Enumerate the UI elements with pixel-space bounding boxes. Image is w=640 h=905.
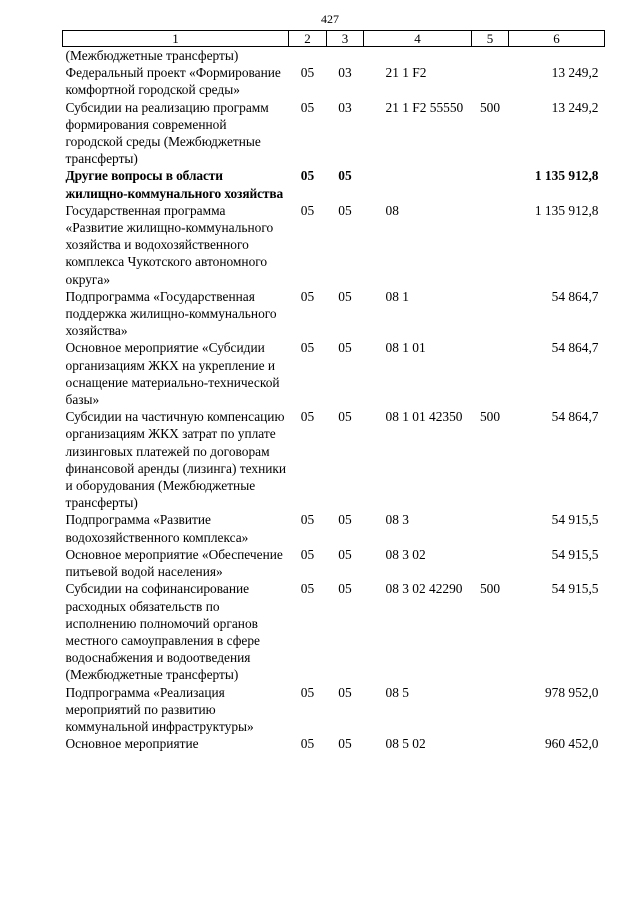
- row-name: Другие вопросы в области жилищно-коммунального хозяйства: [65, 168, 284, 201]
- row-subsection-code: 05: [338, 581, 352, 597]
- row-amount: 13 249,2: [551, 99, 599, 115]
- row-amount: 54 864,7: [551, 288, 599, 304]
- row-target-article: 08 1 01: [385, 340, 426, 356]
- row-name: Субсидии на частичную компенсацию организациям ЖКХ затрат по уплате лизинговых платежей по договорам финансовой аренды (лизинга) техники и оборудования (Межбюджетные трансферты): [65, 409, 287, 511]
- row-expense-type: [472, 546, 509, 580]
- row-target-article: 21 1 F2: [385, 65, 427, 81]
- table-row: [63, 47, 605, 65]
- row-amount: 54 915,5: [551, 512, 599, 528]
- row-target-article: 08 5: [385, 684, 409, 700]
- table-row: [63, 167, 605, 201]
- row-amount: 54 864,7: [551, 340, 599, 356]
- table-row: [63, 99, 605, 168]
- row-subsection-code: 05: [338, 340, 352, 356]
- row-name: Федеральный проект «Формирование комфортной городской среды»: [65, 65, 281, 98]
- column-header-expense-type: 5: [472, 31, 509, 47]
- row-amount: 1 135 912,8: [534, 168, 599, 184]
- row-expense-type: [472, 202, 509, 288]
- row-name: Субсидии на софинансирование расходных обязательств по исполнению полномочий органов местного самоуправления в сфере водоснабжения и водоотведения (Межбюджетные трансферты): [65, 581, 260, 683]
- row-name: Государственная программа «Развитие жилищно-коммунального хозяйства и водохозяйственного комплекса Чукотского автономного округа»: [65, 202, 274, 287]
- row-name: Основное мероприятие «Обеспечение питьевой водой населения»: [65, 546, 283, 580]
- row-subsection-code: 05: [338, 409, 352, 425]
- row-section-code: 05: [300, 99, 315, 115]
- row-amount: 978 952,0: [544, 684, 599, 700]
- row-amount: 13 249,2: [551, 65, 599, 81]
- table-header: [63, 31, 605, 47]
- budget-table: [62, 30, 605, 752]
- table-row: [63, 288, 605, 340]
- row-name: Субсидии на реализацию программ формирования современной городской среды (Межбюджетные трансферты): [65, 99, 269, 167]
- table-row: [63, 546, 605, 580]
- row-expense-type: [472, 684, 509, 736]
- row-target-article: 08 5 02: [385, 736, 426, 752]
- row-amount: 960 452,0: [544, 736, 599, 752]
- table-row: [63, 580, 605, 683]
- row-subsection-code: 05: [338, 684, 352, 700]
- table-body: [63, 47, 605, 753]
- row-section-code: 05: [300, 409, 315, 425]
- row-subsection-code: 03: [338, 65, 352, 81]
- row-subsection-code: [327, 47, 364, 65]
- row-target-article: 08 1: [385, 288, 409, 304]
- row-section-code: 05: [300, 288, 315, 304]
- row-name: Основное мероприятие: [65, 736, 199, 752]
- row-section-code: 05: [300, 65, 315, 81]
- row-target-article: 08 3 02: [385, 546, 426, 562]
- row-expense-type: [472, 64, 509, 98]
- table-row: [63, 64, 605, 98]
- table-row: [63, 339, 605, 408]
- row-target-article: 08: [385, 202, 399, 218]
- row-section-code: 05: [300, 340, 315, 356]
- row-section-code: 05: [300, 546, 315, 562]
- row-subsection-code: 05: [338, 168, 352, 184]
- header-row: [63, 31, 605, 47]
- row-expense-type: 500: [479, 409, 501, 425]
- row-section-code: 05: [300, 512, 315, 528]
- column-header-subsection: 3: [327, 31, 364, 47]
- row-expense-type: [472, 511, 509, 545]
- row-name: Подпрограмма «Государственная поддержка жилищно-коммунального хозяйства»: [65, 288, 277, 339]
- row-target-article: [364, 47, 472, 65]
- row-subsection-code: 05: [338, 546, 352, 562]
- row-amount: 1 135 912,8: [534, 202, 599, 218]
- row-subsection-code: 05: [338, 512, 352, 528]
- row-section-code: 05: [300, 581, 315, 597]
- row-amount: [509, 47, 605, 65]
- row-section-code: 05: [300, 684, 315, 700]
- row-section-code: 05: [300, 736, 315, 752]
- table-row: [63, 735, 605, 752]
- row-name: Подпрограмма «Реализация мероприятий по развитию коммунальной инфраструктуры»: [65, 684, 254, 734]
- table-row: [63, 202, 605, 288]
- row-subsection-code: 05: [338, 202, 352, 218]
- table-row: [63, 511, 605, 545]
- row-amount: 54 915,5: [551, 581, 599, 597]
- row-subsection-code: 05: [338, 288, 352, 304]
- row-section-code: 05: [300, 202, 315, 218]
- row-name: Основное мероприятие «Субсидии организациям ЖКХ на укрепление и оснащение материально-технической базы»: [65, 340, 280, 408]
- column-header-target-article: 4: [364, 31, 472, 47]
- row-target-article: 08 3: [385, 512, 409, 528]
- column-header-section: 2: [289, 31, 327, 47]
- row-expense-type: [472, 47, 509, 65]
- page-number: 427: [321, 12, 339, 26]
- row-expense-type: [472, 339, 509, 408]
- table-row: [63, 684, 605, 736]
- row-name: (Межбюджетные трансферты): [65, 48, 239, 63]
- row-name: Подпрограмма «Развитие водохозяйственного комплекса»: [65, 512, 249, 545]
- row-target-article: 21 1 F2 55550: [385, 99, 464, 115]
- row-section-code: 05: [300, 168, 315, 184]
- column-header-name: 1: [63, 31, 289, 47]
- table-row: [63, 408, 605, 511]
- row-expense-type: [472, 167, 509, 201]
- row-target-article: 08 3 02 42290: [385, 581, 463, 597]
- row-target-article: 08 1 01 42350: [385, 409, 463, 425]
- row-subsection-code: 05: [338, 736, 352, 752]
- row-expense-type: [472, 735, 509, 752]
- row-amount: 54 915,5: [551, 546, 599, 562]
- row-subsection-code: 03: [338, 99, 352, 115]
- row-expense-type: 500: [479, 99, 501, 115]
- row-expense-type: 500: [479, 581, 501, 597]
- row-target-article: [364, 167, 472, 201]
- row-section-code: [289, 47, 327, 65]
- column-header-amount: 6: [509, 31, 605, 47]
- row-expense-type: [472, 288, 509, 340]
- row-amount: 54 864,7: [551, 409, 599, 425]
